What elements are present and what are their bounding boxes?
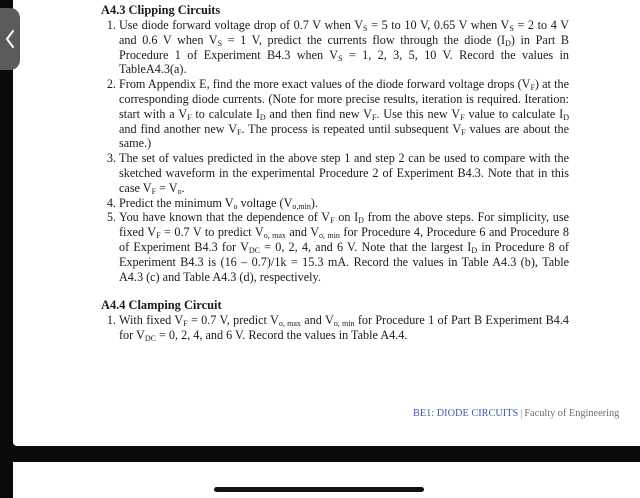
document-page [13, 0, 640, 446]
clipping-item-5: 5. You have known that the dependence of $V_F$ on $I_D$ from the above steps. For simplicity, use fixed $V_F = 0.7$ V to predict $V_{o, max}$ and $V_{o, min}$ for Procedure 4, Procedure 6 and Procedure 8 of Experiment B4.3 for $V_{DC} = 0$, 2, 4, and 6 V. Note that the largest $I_D$ in Procedure 8 of Experiment B4.3 is (16 – 0.7)/1k = 15.3 mA. Record the values in Table A4.3 (b), Table A4.3 (c) and Table A4.3 (d), respectively. [119, 210, 569, 284]
clipping-item-3: 3. The set of values predicted in the above step 1 and step 2 can be used to compare with the sketched waveform in the experimental Procedure 2 of Experiment B4.3. Note that in this case $V_F = V_o$. [119, 151, 569, 195]
home-indicator[interactable] [214, 487, 424, 492]
document-content [101, 3, 569, 343]
clipping-heading: A4.3 Clipping Circuits [101, 3, 221, 17]
footer-course: BE1: DIODE CIRCUITS [413, 408, 519, 419]
next-page-edge [13, 462, 640, 498]
clamping-list [101, 313, 569, 343]
footer-faculty: Faculty of Engineering [524, 408, 620, 419]
clipping-list [101, 18, 569, 284]
clipping-item-4: 4. Predict the minimum $V_o$ voltage $(V_{o,min})$. [119, 196, 569, 211]
back-button[interactable] [0, 8, 20, 70]
clamping-item-1: 1. With fixed $V_F = 0.7$ V, predict $V_{o, max}$ and $V_{o, min}$ for Procedure 1 of Part B Experiment B4.4 for $V_{DC} = 0$, 2, 4, and 6 V. Record the values in Table A4.4. [119, 313, 569, 343]
clipping-item-1: 1. Use diode forward voltage drop of 0.7 V when $V_S = 5$ to 10 V, 0.65 V when $V_S = 2$ to 4 V and 0.6 V when $V_S = 1$ V, predict the currents flow through the diode $(I_D)$ in Part B Procedure 1 of Experiment B4.3 when $V_S = 1$, 2, 3, 5, 10 V. Record the values in TableA4.3(a). [119, 18, 569, 77]
clipping-item-2: 2. From Appendix E, find the more exact values of the diode forward voltage drops $(V_F)$ at the corresponding diode currents. (Note for more precise results, iteration is required. Iteration: start with a $V_F$ to calculate $I_D$ and then find new $V_F$. Use this new $V_F$ value to calculate $I_D$ and find another new $V_F$. The process is repeated until subsequent $V_F$ values are about the same.) [119, 77, 569, 151]
clamping-heading: A4.4 Clamping Circuit [101, 298, 222, 313]
page-footer [413, 408, 619, 419]
chevron-left-icon [5, 30, 15, 48]
footer-separator: | [520, 408, 523, 419]
